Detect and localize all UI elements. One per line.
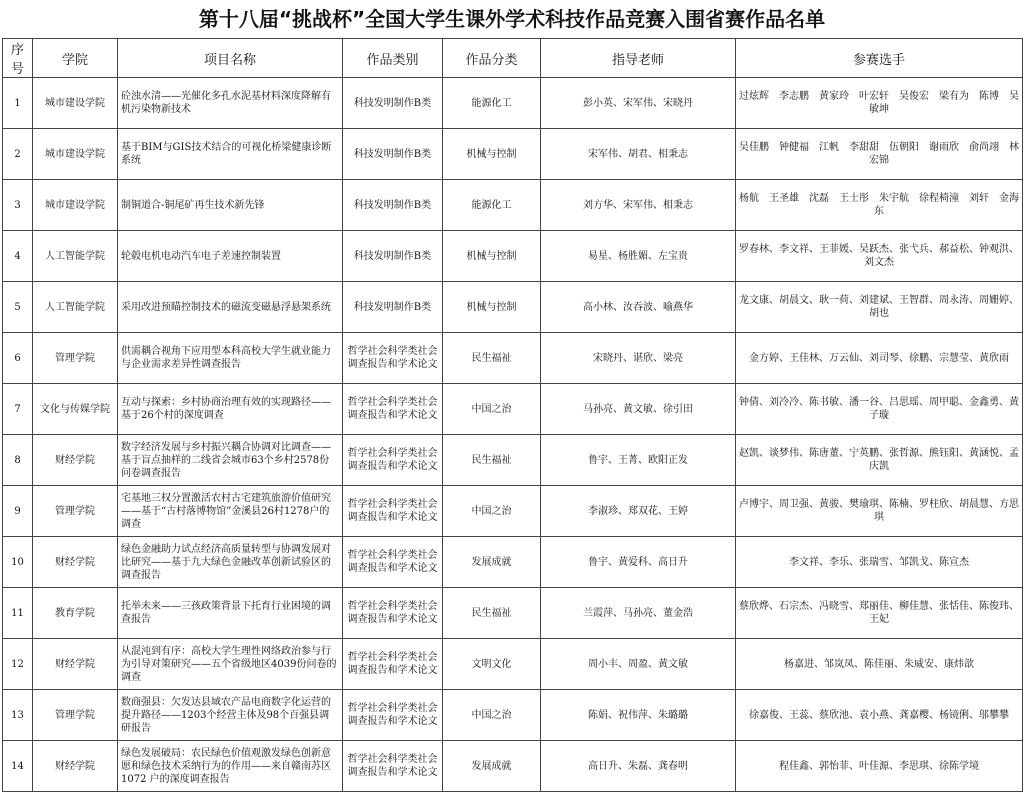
cell-advisor: 高日升、朱磊、龚春明 — [541, 741, 736, 792]
cell-college: 财经学院 — [33, 537, 118, 588]
cell-type: 哲学社会科学类社会调查报告和学术论文 — [343, 588, 443, 639]
cell-category: 机械与控制 — [443, 129, 541, 180]
cell-project: 从混沌到有序：高校大学生理性网络政治参与行为引导对策研究——五个省级地区4039份问卷的调查 — [118, 639, 343, 690]
cell-project: 绿色金融助力试点经济高质量转型与协调发展对比研究——基于九大绿色金融改革创新试验区的调查报告 — [118, 537, 343, 588]
cell-project: 互动与探索：乡村协商治理有效的实现路径——基于26个村的深度调查 — [118, 384, 343, 435]
cell-members: 程佳鑫、郭怡菲、叶佳源、李思琪、徐陈学境 — [736, 741, 1023, 792]
cell-members: 过炫辉 李志鹏 黄家玲 叶宏轩 吴俊宏 梁有为 陈博 吴敏坤 — [736, 78, 1023, 129]
cell-type: 科技发明制作B类 — [343, 78, 443, 129]
cell-advisor: 宋晓丹、谌欣、梁亮 — [541, 333, 736, 384]
cell-category: 中国之治 — [443, 690, 541, 741]
cell-members: 龙文康、胡晨文、耿一荷、刘建斌、王智群、周永涛、周姗婷、胡也 — [736, 282, 1023, 333]
cell-college: 城市建设学院 — [33, 129, 118, 180]
cell-category: 文明文化 — [443, 639, 541, 690]
table-row — [3, 384, 1023, 435]
cell-advisor: 刘方华、宋军伟、相秉志 — [541, 180, 736, 231]
cell-category: 发展成就 — [443, 537, 541, 588]
page-title: 第十八届“挑战杯”全国大学生课外学术科技作品竞赛入围省赛作品名单 — [198, 7, 826, 31]
cell-category: 能源化工 — [443, 78, 541, 129]
cell-type: 哲学社会科学类社会调查报告和学术论文 — [343, 690, 443, 741]
cell-project: 基于BIM与GIS技术结合的可视化桥梁健康诊断系统 — [118, 129, 343, 180]
cell-members: 罗春林、李文祥、王菲媛、吴跃杰、张弋兵、郝益松、钟观洪、刘文杰 — [736, 231, 1023, 282]
cell-college: 管理学院 — [33, 690, 118, 741]
cell-college: 管理学院 — [33, 333, 118, 384]
cell-no: 6 — [3, 333, 33, 384]
cell-category: 发展成就 — [443, 741, 541, 792]
col-header-no: 序号 — [3, 39, 33, 78]
cell-advisor: 马孙亮、黄文敏、徐引田 — [541, 384, 736, 435]
table-row — [3, 639, 1023, 690]
cell-members: 金方婷、王佳林、万云仙、刘司琴、徐鹏、宗慧莹、黄欣雨 — [736, 333, 1023, 384]
cell-no: 8 — [3, 435, 33, 486]
cell-college: 管理学院 — [33, 486, 118, 537]
cell-type: 哲学社会科学类社会调查报告和学术论文 — [343, 537, 443, 588]
table-row — [3, 690, 1023, 741]
table-row — [3, 435, 1023, 486]
cell-project: 轮毂电机电动汽车电子差速控制装置 — [118, 231, 343, 282]
cell-project: 宅基地三权分置激活农村古宅建筑旅游价值研究——基于“古村落博物馆”金溪县26村1278户的调查 — [118, 486, 343, 537]
cell-category: 机械与控制 — [443, 231, 541, 282]
cell-advisor: 鲁宇、王菁、欧阳正发 — [541, 435, 736, 486]
table-row — [3, 588, 1023, 639]
cell-advisor: 李淑珍、郑双花、王婷 — [541, 486, 736, 537]
cell-no: 11 — [3, 588, 33, 639]
col-header-category: 作品分类 — [443, 39, 541, 78]
cell-no: 7 — [3, 384, 33, 435]
cell-type: 哲学社会科学类社会调查报告和学术论文 — [343, 639, 443, 690]
table-row — [3, 537, 1023, 588]
col-header-college: 学院 — [33, 39, 118, 78]
col-header-type: 作品类别 — [343, 39, 443, 78]
table-header-row — [3, 39, 1023, 78]
cell-no: 10 — [3, 537, 33, 588]
cell-type: 科技发明制作B类 — [343, 129, 443, 180]
cell-project: 供需耦合视角下应用型本科高校大学生就业能力与企业需求差异性调查报告 — [118, 333, 343, 384]
col-header-project: 项目名称 — [118, 39, 343, 78]
cell-members: 钟倩、刘冷冷、陈书敏、潘一谷、吕思瑶、周甲聪、金鑫勇、黄子璇 — [736, 384, 1023, 435]
cell-college: 城市建设学院 — [33, 180, 118, 231]
table-body — [3, 78, 1023, 792]
cell-category: 中国之治 — [443, 384, 541, 435]
col-header-advisor: 指导老师 — [541, 39, 736, 78]
cell-advisor: 兰霞萍、马孙亮、董金浩 — [541, 588, 736, 639]
cell-college: 人工智能学院 — [33, 231, 118, 282]
cell-members: 杨航 王圣雄 沈磊 王士彤 朱宇航 徐程椅潼 刘轩 金海东 — [736, 180, 1023, 231]
cell-advisor: 鲁宇、黄爱科、高日升 — [541, 537, 736, 588]
cell-members: 李文祥、李乐、张瑞雪、邹凯戈、陈宣杰 — [736, 537, 1023, 588]
table-row — [3, 333, 1023, 384]
table-row — [3, 231, 1023, 282]
cell-type: 哲学社会科学类社会调查报告和学术论文 — [343, 741, 443, 792]
cell-college: 财经学院 — [33, 639, 118, 690]
cell-type: 哲学社会科学类社会调查报告和学术论文 — [343, 486, 443, 537]
cell-category: 机械与控制 — [443, 282, 541, 333]
cell-no: 14 — [3, 741, 33, 792]
col-header-members: 参赛选手 — [736, 39, 1023, 78]
cell-college: 财经学院 — [33, 435, 118, 486]
cell-category: 民生福祉 — [443, 588, 541, 639]
cell-no: 12 — [3, 639, 33, 690]
cell-members: 卢博宇、周卫强、黄骏、樊瑜琪、陈楠、罗柱欣、胡晨慧、方思琪 — [736, 486, 1023, 537]
cell-type: 科技发明制作B类 — [343, 231, 443, 282]
cell-no: 5 — [3, 282, 33, 333]
cell-project: 绿色发展破局：农民绿色价值观激发绿色创新意愿和绿色技术采纳行为的作用——来自赣南苏区 1072 户的深度调查报告 — [118, 741, 343, 792]
table-row — [3, 282, 1023, 333]
cell-type: 哲学社会科学类社会调查报告和学术论文 — [343, 435, 443, 486]
table-row — [3, 486, 1023, 537]
cell-advisor: 高小林、汝吞波、喻燕华 — [541, 282, 736, 333]
cell-advisor: 陈娟、祝伟萍、朱璐璐 — [541, 690, 736, 741]
cell-type: 科技发明制作B类 — [343, 282, 443, 333]
cell-college: 文化与传媒学院 — [33, 384, 118, 435]
cell-advisor: 易星、杨胜媚、左宝贵 — [541, 231, 736, 282]
cell-category: 民生福祉 — [443, 435, 541, 486]
table-row — [3, 129, 1023, 180]
cell-type: 科技发明制作B类 — [343, 180, 443, 231]
cell-project: 托举未来——三孩政策背景下托育行业困境的调查报告 — [118, 588, 343, 639]
cell-project: 数商强县：欠发达县域农产品电商数字化运营的提升路径——1203个经营主体及98个百强县调研报告 — [118, 690, 343, 741]
cell-members: 杨嘉进、邹岚凤、陈佳丽、朱威安、康炜歆 — [736, 639, 1023, 690]
cell-college: 财经学院 — [33, 741, 118, 792]
cell-no: 13 — [3, 690, 33, 741]
cell-college: 城市建设学院 — [33, 78, 118, 129]
table-row — [3, 741, 1023, 792]
cell-no: 9 — [3, 486, 33, 537]
cell-members: 徐嘉俊、王蕊、蔡欣池、袁小燕、龚嘉樱、杨镜俐、邬攀攀 — [736, 690, 1023, 741]
cell-college: 教育学院 — [33, 588, 118, 639]
cell-advisor: 宋军伟、胡君、相秉志 — [541, 129, 736, 180]
cell-project: 砼浊水清——光催化多孔水泥基材料深度降解有机污染物新技术 — [118, 78, 343, 129]
cell-members: 赵凯、谈梦伟、陈唐董、宁英鹏、张哲源、熊钰阳、黄涵悦、孟庆凯 — [736, 435, 1023, 486]
cell-project: 制铜道合-铜尾矿再生技术新先锋 — [118, 180, 343, 231]
cell-category: 民生福祉 — [443, 333, 541, 384]
table-row — [3, 78, 1023, 129]
cell-advisor: 周小丰、周盈、黄文敏 — [541, 639, 736, 690]
cell-project: 采用改进预瞄控制技术的磁流变磁悬浮悬架系统 — [118, 282, 343, 333]
cell-advisor: 彭小英、宋军伟、宋晓丹 — [541, 78, 736, 129]
cell-no: 4 — [3, 231, 33, 282]
cell-no: 3 — [3, 180, 33, 231]
cell-type: 哲学社会科学类社会调查报告和学术论文 — [343, 333, 443, 384]
cell-category: 能源化工 — [443, 180, 541, 231]
table-row — [3, 180, 1023, 231]
cell-members: 吴佳鹏 钟健福 江帆 李甜甜 伍朝阳 谢雨欣 俞尚翊 林宏锦 — [736, 129, 1023, 180]
cell-project: 数字经济发展与乡村振兴耦合协调对比调查——基于盲点抽样的二线省会城市63个乡村2578份问卷调查报告 — [118, 435, 343, 486]
cell-no: 1 — [3, 78, 33, 129]
entries-table — [2, 38, 1023, 792]
cell-category: 中国之治 — [443, 486, 541, 537]
cell-type: 哲学社会科学类社会调查报告和学术论文 — [343, 384, 443, 435]
cell-college: 人工智能学院 — [33, 282, 118, 333]
cell-members: 蔡欣烨、石宗杰、冯晓雪、郑丽佳、柳佳慧、张恬佳、陈俊玮、王妃 — [736, 588, 1023, 639]
cell-no: 2 — [3, 129, 33, 180]
